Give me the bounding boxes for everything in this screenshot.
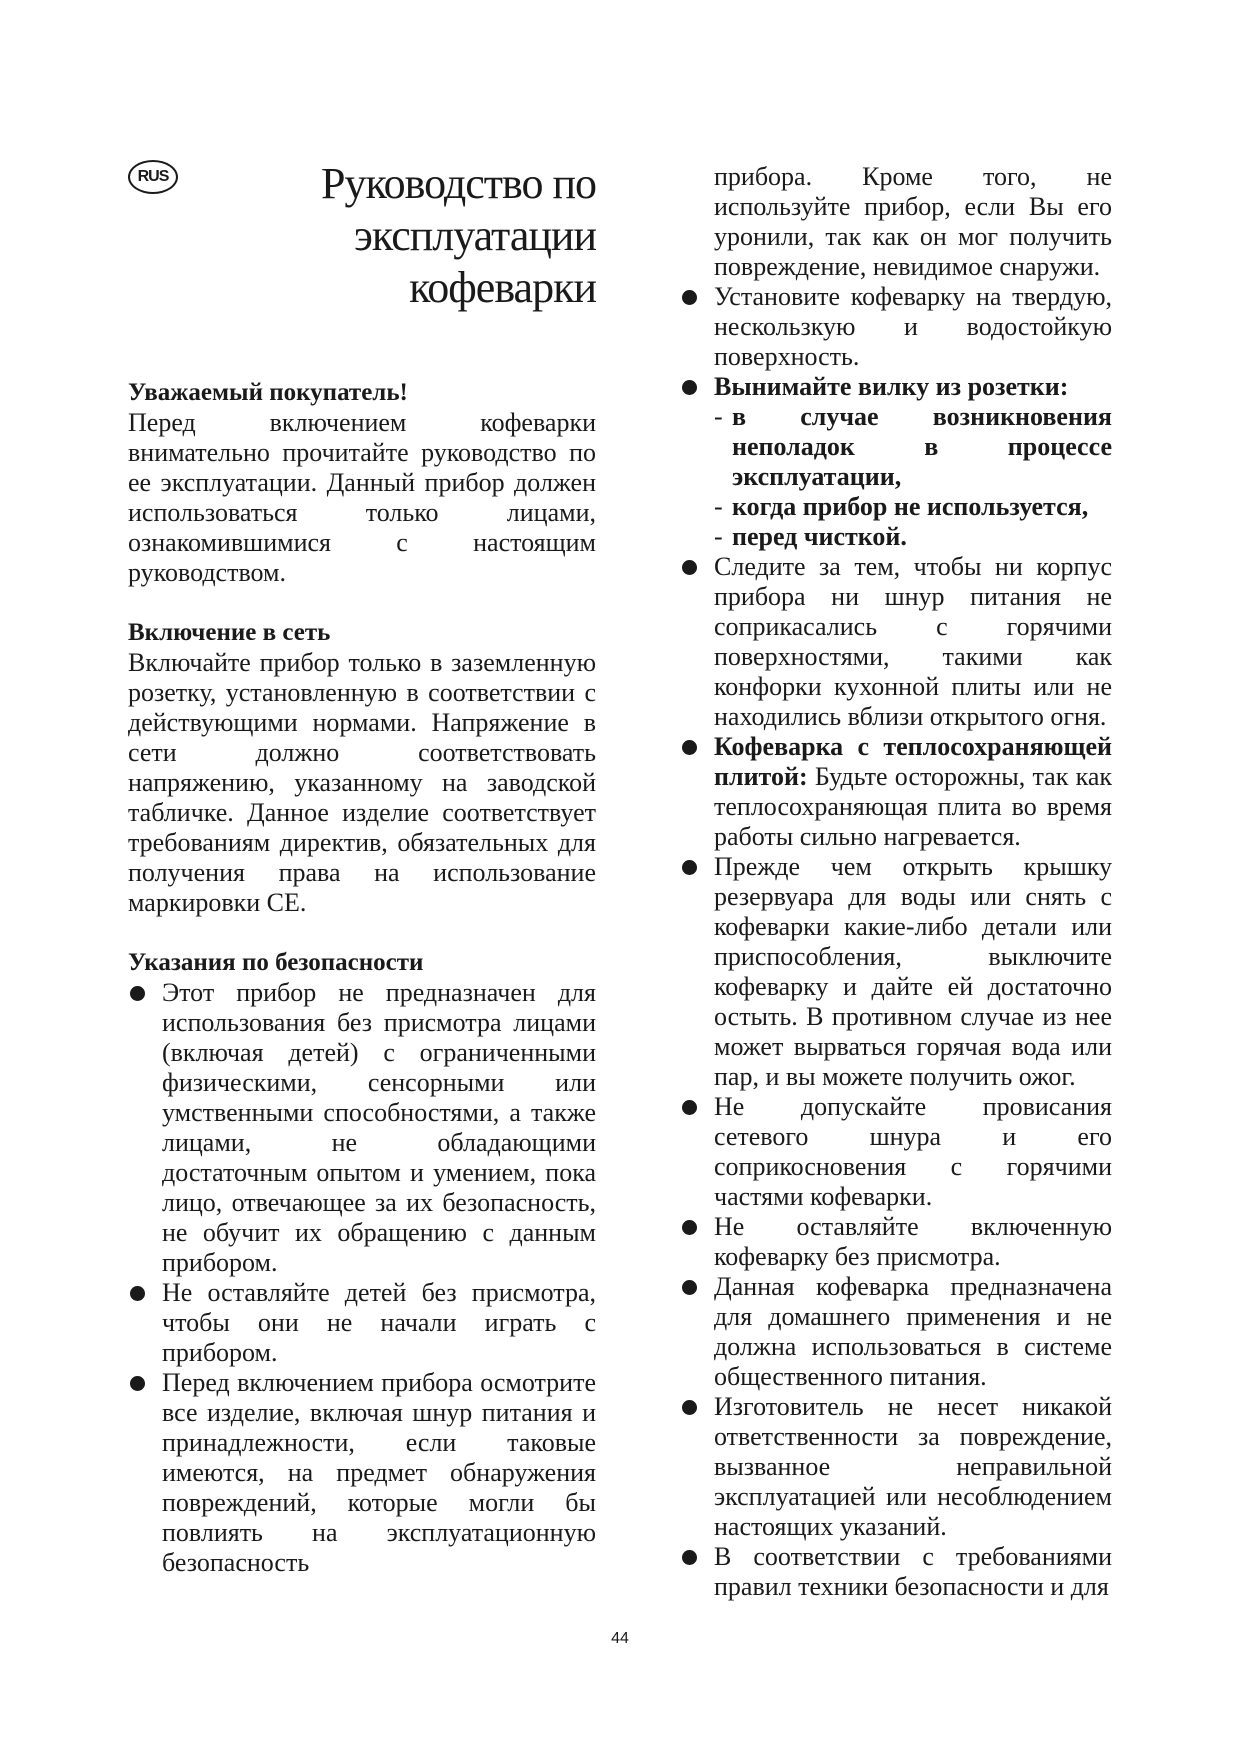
list-item: Следите за тем, чтобы ни корпус прибора ни шнур питания не соприкасались с горячими поверхностями, такими как конфорки кухонной плиты или не находились вблизи открытого огня.	[680, 552, 1112, 732]
power-heading: Включение в сеть	[128, 619, 331, 646]
sub-item: - когда прибор не используется,	[714, 492, 1112, 522]
power-section	[128, 618, 596, 918]
safety-section	[128, 948, 596, 1578]
right-column	[680, 162, 1112, 1602]
title-line: эксплуатации	[354, 211, 596, 260]
intro-section	[128, 378, 596, 588]
list-item: Изготовитель не несет никакой ответственности за повреждение, вызванное неправильной эксплуатацией или несоблюдением настоящих указаний.	[680, 1392, 1112, 1542]
unplug-heading: Вынимайте вилку из розетки:	[714, 372, 1069, 401]
sub-item: - перед чисткой.	[714, 522, 1112, 552]
safety-list-left	[128, 978, 596, 1578]
list-item: В соответствии с требованиями правил техники безопасности и для	[680, 1542, 1112, 1602]
power-text: Включайте прибор только в заземленную розетку, установленную в соответствии с действующими нормами. Напряжение в сети должно соответствовать напряжению, указанному на заводской табличке. Данное изделие соответствует требованиям директив, обязательных для получения права на использование маркировки CE.	[128, 648, 596, 917]
page-number: 44	[611, 1630, 629, 1647]
list-item: Не оставляйте включенную кофеварку без присмотра.	[680, 1212, 1112, 1272]
list-item: Данная кофеварка предназначена для домашнего применения и не должна использоваться в системе общественного питания.	[680, 1272, 1112, 1392]
language-badge: RUS	[128, 160, 178, 194]
safety-heading: Указания по безопасности	[128, 949, 424, 976]
list-item: Этот прибор не предназначен для использования без присмотра лицами (включая детей) с ограниченными физическими, сенсорными или умственными способностями, а также лицами, не обладающими достаточным опытом и умением, пока лицо, отвечающее за их безопасность, не обучит их обращению с данным прибором.	[128, 978, 596, 1278]
warming-plate-bold: Кофеварка с теплосохраняющей плитой:	[714, 732, 1112, 791]
list-item: Не допускайте провисания сетевого шнура и его соприкосновения с горячими частями кофеварки.	[680, 1092, 1112, 1212]
title-line: Руководство по	[321, 159, 596, 208]
page-title	[128, 158, 596, 314]
list-item: Не оставляйте детей без присмотра, чтобы они не начали играть с прибором.	[128, 1278, 596, 1368]
safety-list-right	[680, 162, 1112, 1602]
warming-plate-text: Будьте осторожны, так как теплосохраняющая плита во время работы сильно нагревается.	[714, 762, 1112, 851]
intro-heading: Уважаемый покупатель!	[128, 379, 408, 406]
list-item: Перед включением прибора осмотрите все изделие, включая шнур питания и принадлежности, если таковые имеются, на предмет обнаружения повреждений, которые могли бы повлиять на эксплуатационную безопасность	[128, 1368, 596, 1578]
title-line: кофеварки	[409, 263, 596, 312]
list-item-warming-plate	[680, 732, 1112, 852]
list-item: Прежде чем открыть крышку резервуара для воды или снять с кофеварки какие-либо детали или приспособления, выключите кофеварку и дайте ей достаточно остыть. В противном случае из нее может вырваться горячая вода или пар, и вы можете получить ожог.	[680, 852, 1112, 1092]
sub-item: - в случае возникновения неполадок в процессе эксплуатации,	[714, 402, 1112, 492]
list-item: Установите кофеварку на твердую, нескользкую и водостойкую поверхность.	[680, 282, 1112, 372]
left-column	[128, 158, 596, 1578]
list-item-continuation: прибора. Кроме того, не используйте прибор, если Вы его уронили, так как он мог получить повреждение, невидимое снаружи.	[714, 162, 1112, 281]
unplug-sublist	[714, 402, 1112, 552]
intro-text: Перед включением кофеварки внимательно прочитайте руководство по ее эксплуатации. Данный прибор должен использоваться только лицами, ознакомившимися с настоящим руководством.	[128, 408, 596, 587]
list-item-unplug	[680, 372, 1112, 552]
